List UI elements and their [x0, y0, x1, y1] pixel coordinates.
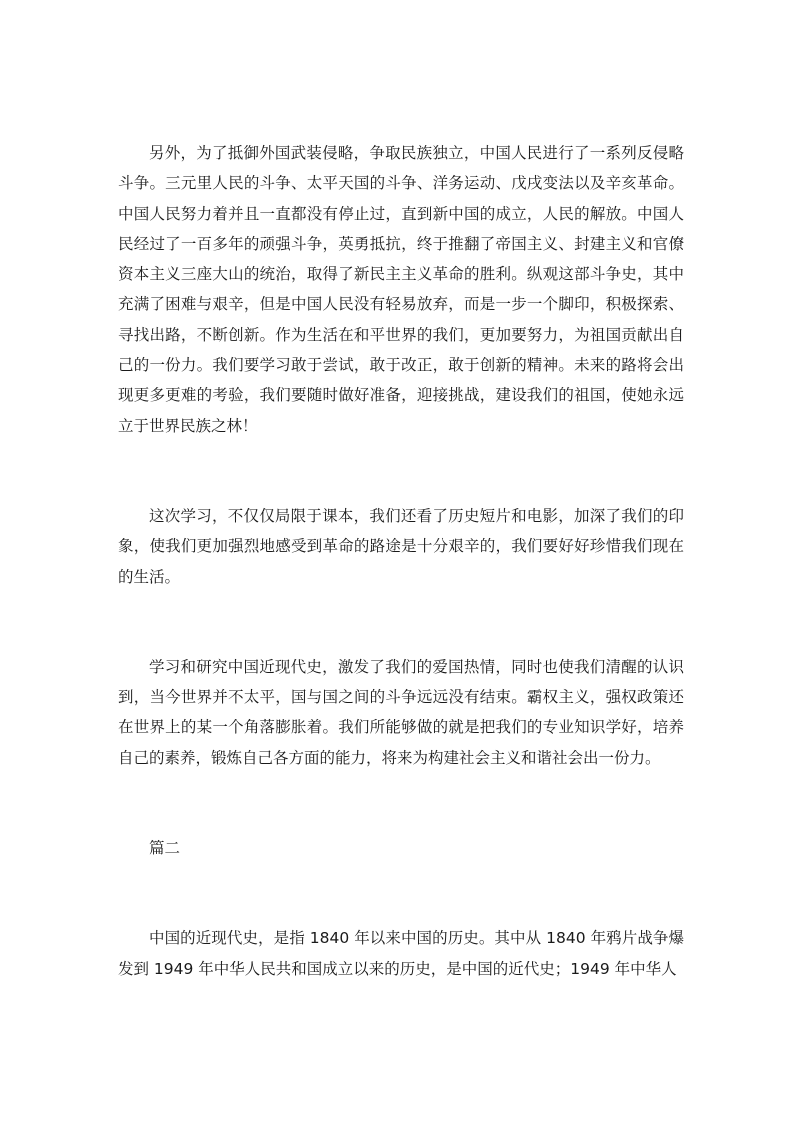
section-heading: 篇二 [149, 839, 181, 858]
paragraph-modern-history: 中国的近现代史，是指 1840 年以来中国的历史。其中从 1840 年鸦片战争爆发到 1949 年中华人民共和国成立以来的历史，是中国的近代史；1949 年中华人 [118, 929, 684, 978]
paragraph-patriotism: 学习和研究中国近现代史，激发了我们的爱国热情，同时也使我们清醒的认识到，当今世界并不太平，国与国之间的斗争远远没有结束。霸权主义，强权政策还在世界上的某一个角落膨胀着。我们所能够做的就是把我们的专业知识学好，培养自己的素养，锻炼自己各方面的能力，将来为构建社会主义和谐社会出一份力。 [118, 657, 684, 767]
paragraph-study-impression: 这次学习，不仅仅局限于课本，我们还看了历史短片和电影，加深了我们的印象，使我们更加强烈地感受到革命的路途是十分艰辛的，我们要好好珍惜我们现在的生活。 [118, 506, 684, 586]
paragraph-anti-aggression: 另外，为了抵御外国武装侵略，争取民族独立，中国人民进行了一系列反侵略斗争。三元里人民的斗争、太平天国的斗争、洋务运动、戊戌变法以及辛亥革命。中国人民努力着并且一直都没有停止过，直到新中国的成立，人民的解放。中国人民经过了一百多年的顽强斗争，英勇抵抗，终于推翻了帝国主义、封建主义和官僚资本主义三座大山的统治，取得了新民主主义革命的胜利。纵观这部斗争史，其中充满了困难与艰辛，但是中国人民没有轻易放弃，而是一步一个脚印，积极探索、寻找出路，不断创新。作为生活在和平世界的我们，更加要努力，为祖国贡献出自己的一份力。我们要学习敢于尝试，敢于改正，敢于创新的精神。未来的路将会出现更多更难的考验，我们要随时做好准备，迎接挑战，建设我们的祖国，使她永远立于世界民族之林！ [118, 144, 684, 435]
document-body [118, 138, 684, 984]
